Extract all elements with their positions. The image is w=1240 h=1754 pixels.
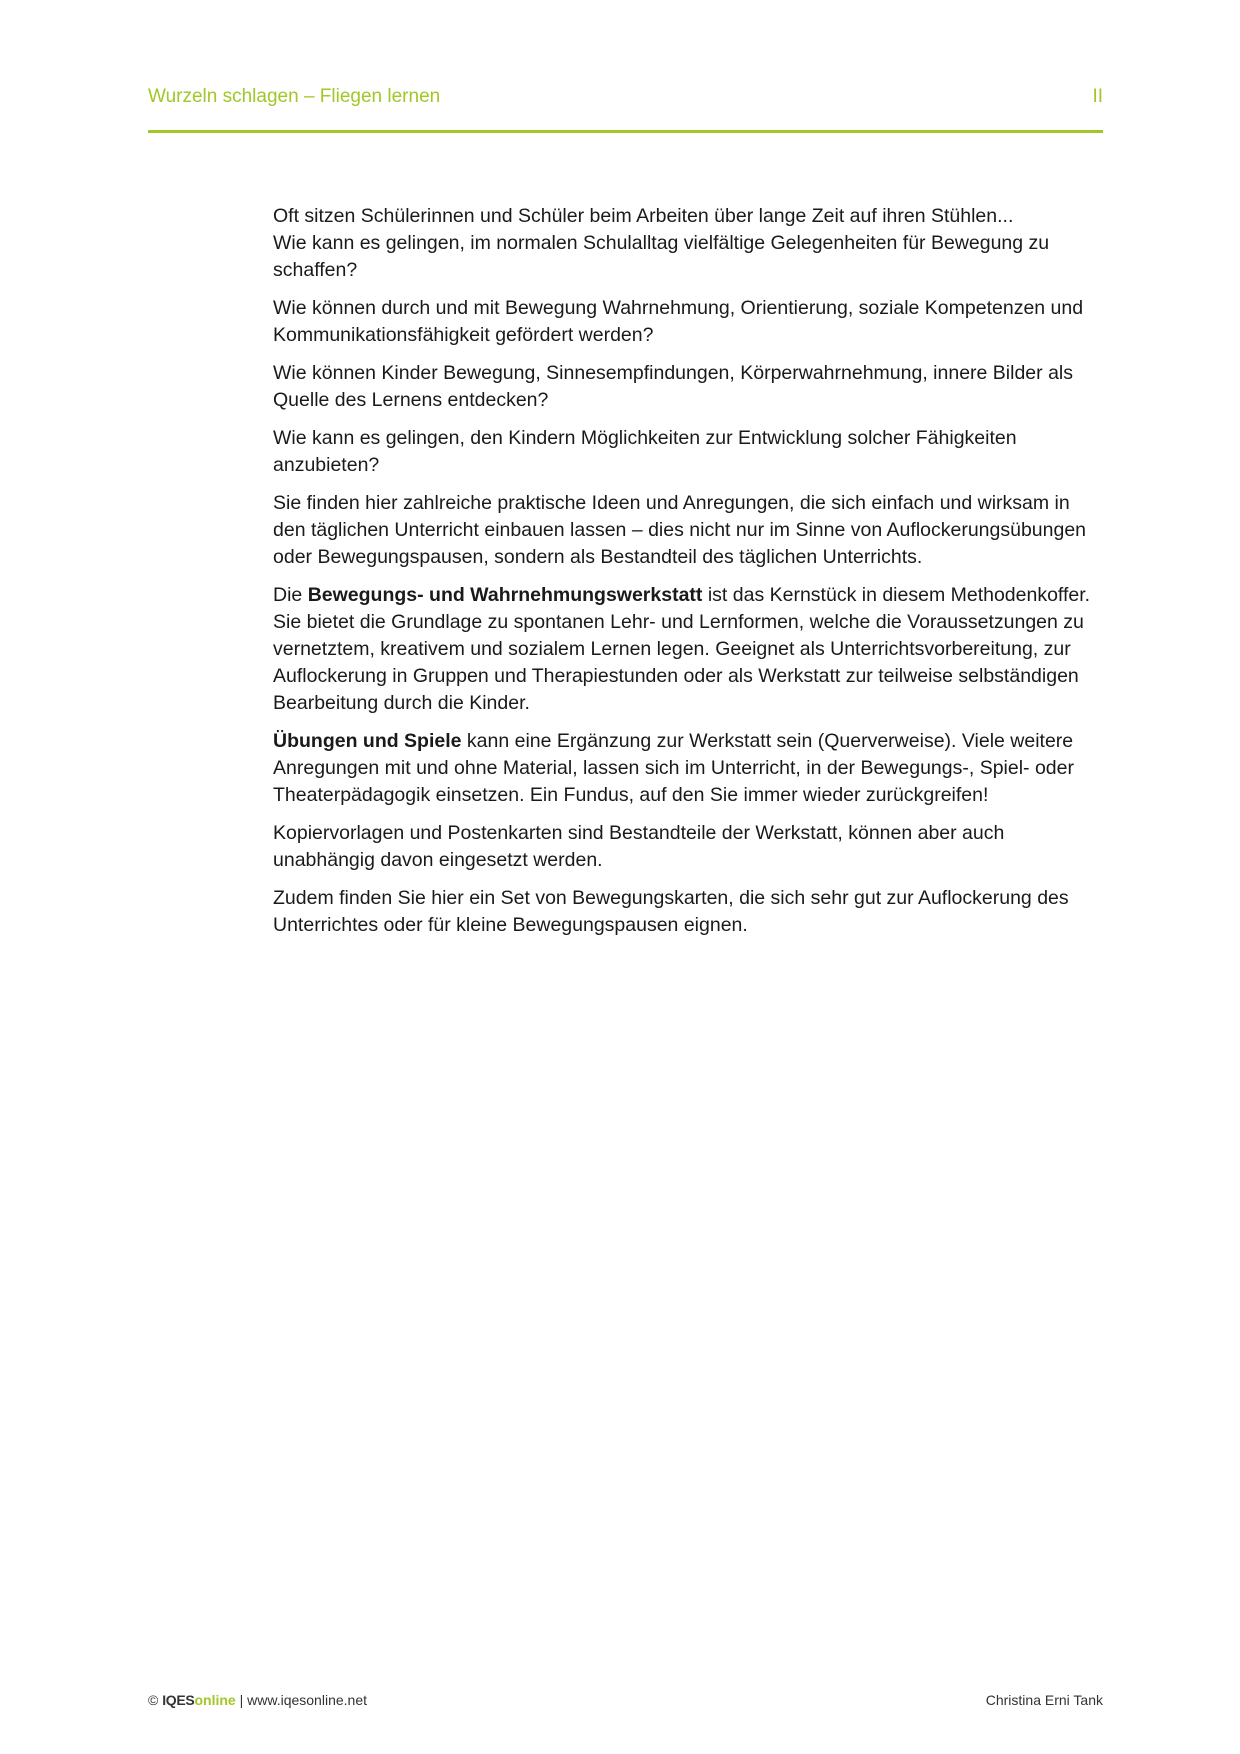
paragraph-intro (273, 203, 1103, 284)
footer-author: Christina Erni Tank (985, 1692, 1103, 1708)
paragraph-intro-line-2: Wie kann es gelingen, im normalen Schulalltag vielfältige Gelegenheiten für Bewegung zu schaffen? (273, 232, 1050, 281)
uebungen-rest: kann eine Ergänzung zur Werkstatt sein (Querverweise). Viele weitere Anregungen mit und ohne Material, lassen sich im Unterricht, in der Bewegungs-, Spiel- oder Theaterpädagogik einsetzen. Ein Fundus, auf den Sie immer wieder zurückgreifen! (273, 730, 1074, 806)
brand-logo-iqes: IQES (162, 1692, 195, 1708)
paragraph-intro-line-1: Oft sitzen Schülerinnen und Schüler beim Arbeiten über lange Zeit auf ihren Stühlen... (273, 205, 1014, 227)
body-text (273, 203, 1103, 950)
werkstatt-prefix: Die (273, 584, 308, 606)
paragraph-uebungen (273, 728, 1103, 809)
copyright-symbol: © (148, 1692, 159, 1708)
werkstatt-bold-term: Bewegungs- und Wahrnehmungswerkstatt (307, 584, 703, 606)
page-header (148, 86, 1103, 133)
werkstatt-rest: ist das Kernstück in diesem Methodenkoffer. Sie bietet die Grundlage zu spontanen Lehr- und Lernformen, welche die Voraussetzungen zu vernetztem, kreativem und sozialem Lernen legen. Geeignet als Unterrichtsvorbereitung, zur Auflockerung in Gruppen und Therapiestunden oder als Werkstatt zur teilweise selbständigen Bearbeitung durch die Kinder. (273, 584, 1091, 714)
paragraph-bewegungskarten: Zudem finden Sie hier ein Set von Bewegungskarten, die sich sehr gut zur Auflockerung des Unterrichtes oder für kleine Bewegungspausen eignen. (273, 887, 1069, 936)
footer-copyright (148, 1692, 367, 1708)
footer-url[interactable]: www.iqesonline.net (247, 1692, 367, 1708)
footer-separator: | (235, 1692, 248, 1708)
paragraph-question-senses: Wie können Kinder Bewegung, Sinnesempfindungen, Körperwahrnehmung, innere Bilder als Quelle des Lernens entdecken? (273, 362, 1073, 411)
running-title: Wurzeln schlagen – Fliegen lernen (148, 86, 441, 107)
paragraph-werkstatt (273, 582, 1103, 717)
uebungen-bold-term: Übungen und Spiele (273, 730, 462, 752)
brand-logo-online: online (194, 1692, 236, 1708)
paragraph-kopiervorlagen: Kopiervorlagen und Postenkarten sind Bestandteile der Werkstatt, können aber auch unabhängig davon eingesetzt werden. (273, 822, 1005, 871)
paragraph-ideas: Sie finden hier zahlreiche praktische Ideen und Anregungen, die sich einfach und wirksam in den täglichen Unterricht einbauen lassen – dies nicht nur im Sinne von Auflockerungsübungen oder Bewegungspausen, sondern als Bestandteil des täglichen Unterrichts. (273, 492, 1087, 568)
page-number: II (1092, 86, 1103, 107)
paragraph-question-perception: Wie können durch und mit Bewegung Wahrnehmung, Orientierung, soziale Kompetenzen und Kommunikationsfähigkeit gefördert werden? (273, 297, 1084, 346)
paragraph-question-abilities: Wie kann es gelingen, den Kindern Möglichkeiten zur Entwicklung solcher Fähigkeiten anzubieten? (273, 427, 1017, 476)
